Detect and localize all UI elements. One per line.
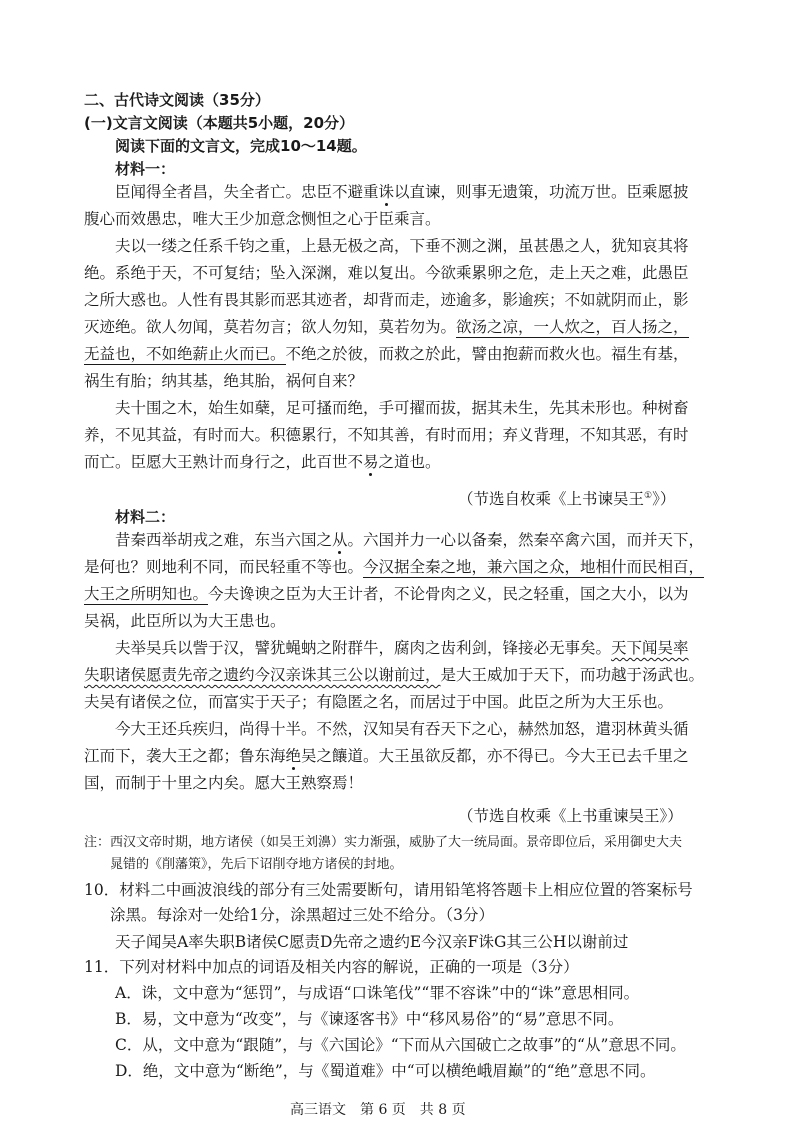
paragraph-line: 之所大惑也。人性有畏其影而恶其迹者，却背而走，迹逾多，影逾疾；不如就阴而止，影 [84,291,689,309]
paragraph-line: 祸生有胎；纳其基，绝其胎，祸何自来？ [84,372,364,390]
option-b: B．易，文中意为“改变”，与《谏逐客书》中“移风易俗”的“易”意思不同。 [115,1010,624,1028]
question-10: 10．材料二中画波浪线的部分有三处需要断句，请用铅笔将答题卡上相应位置的答案标号 [84,881,693,899]
option-d: D．绝，文中意为“断绝”，与《蜀道难》中“可以横绝峨眉巅”的“绝”意思不同。 [115,1062,656,1080]
dotted-word-zhu: 诛 [378,183,395,201]
subsection-title: (一)文言文阅读（本题共5小题，20分） [84,114,355,132]
paragraph-line: 夫举吴兵以訾于汉，譬犹蝇蚋之附群牛，腐肉之齿利剑，锋接必无事矣。天下闻吴率 [115,639,689,657]
material2-source: （节选自枚乘《上书重谏吴王》） [458,807,683,825]
page-footer: 高三语文 第 6 页 共 8 页 [290,1102,466,1118]
note-line: 晁错的《削藩策》，先后下诏削夺地方诸侯的封地。 [110,857,403,872]
underlined-text: 大王之所明知也。 [84,585,209,603]
question-10-line2: 涂黑。每涂对一处给1分，涂黑超过三处不给分。（3分） [110,906,494,924]
underlined-text: 无益也，不如绝薪止火而已。 [84,345,286,363]
paragraph-line: 大王之所明知也。今夫谗谀之臣为大王计者，不论骨肉之义，民之轻重，国之大小，以为 [84,585,689,603]
paragraph-line: 今大王还兵疾归，尚得十半。不然，汉知吴有吞天下之心，赫然加怒，遣羽林黄头循 [115,720,689,738]
paragraph-line: 夫十围之木，始生如蘖，足可搔而绝，手可擢而拔，据其未生，先其未形也。种树畜 [115,399,689,417]
paragraph-line: 吴祸，此臣所以为大王患也。 [84,612,286,630]
paragraph-line: 失职诸侯愿责先帝之遗约今汉亲诛其三公以谢前过，是大王威加于天下，而功越于汤武也。 [84,666,705,684]
paragraph-line: 江而下，袭大王之都；鲁东海绝吴之饟道。大王虽欲反都，亦不得已。今大王已去千里之 [84,747,689,765]
paragraph-line: 灭迹绝。欲人勿闻，莫若勿言；欲人勿知，莫若勿为。欲汤之凉，一人炊之，百人扬之， [84,318,689,336]
note-line: 注：西汉文帝时期，地方诸侯（如吴王刘濞）实力渐强，威胁了大一统局面。景帝即位后，采用御史大夫 [84,835,683,850]
paragraph-line: 臣闻得全者昌，失全者亡。忠臣不避重诛以直谏，则事无遗策，功流万世。臣乘愿披 [115,183,689,201]
paragraph-line: 昔秦西举胡戎之难，东当六国之从。六国并力一心以备秦，然秦卒禽六国，而并天下， [115,531,705,549]
underlined-text: 今汉据全秦之地，兼六国之众，地相什而民相百， [363,558,705,576]
material1-label: 材料一： [115,160,176,178]
question-10-options: 天子闻吴A率失职B诸侯C愿责D先帝之遗约E今汉亲F诛G其三公H以谢前过 [115,933,629,951]
paragraph-line: 无益也，不如绝薪止火而已。不绝之於彼，而救之於此，譬由抱薪而救火也。福生有基， [84,345,689,363]
paragraph-line: 养，不见其益，有时而大。积德累行，不知其善，有时而用；弃义背理，不知其恶，有时 [84,426,689,444]
paragraph-line: 夫吴有诸侯之位，而富实于天子；有隐匿之名，而居过于中国。此臣之所为大王乐也。 [84,693,674,711]
underlined-text: 欲汤之凉，一人炊之，百人扬之， [456,318,689,336]
dotted-word-jue: 绝 [285,747,302,765]
paragraph-line: 而亡。臣愿大王熟计而身行之，此百世不易之道也。 [84,453,441,471]
instruction: 阅读下面的文言文，完成10～14题。 [115,137,367,155]
material2-label: 材料二： [115,508,176,526]
option-c: C．从，文中意为“跟随”，与《六国论》“下而从六国破亡之故事”的“从”意思不同。 [115,1036,686,1054]
section-title: 二、古代诗文阅读（35分） [84,91,270,109]
dotted-word-yi: 易 [363,453,379,471]
dotted-word-cong: 从 [332,531,348,549]
paragraph-line: 绝。系绝于天，不可复结；坠入深渊，难以复出。今欲乘累卵之危，走上天之难，此愚臣 [84,264,689,282]
paragraph-line: 国，而制于十里之内矣。愿大王熟察焉！ [84,774,364,792]
paragraph-line: 腹心而效愚忠，唯大王少加意念恻怛之心于臣乘言。 [84,210,441,228]
wavy-underlined-text: 失职诸侯愿责先帝之遗约今汉亲诛其三公以谢前过， [84,666,441,684]
paragraph-line: 夫以一缕之任系千钧之重，上悬无极之高，下垂不测之渊，虽甚愚之人，犹知哀其将 [115,237,689,255]
material1-source: （节选自枚乘《上书谏吴王①》） [458,490,676,509]
question-11: 11．下列对材料中加点的词语及相关内容的解说，正确的一项是（3分） [84,958,579,976]
paragraph-line: 是何也？则地利不同，而民轻重不等也。今汉据全秦之地，兼六国之众，地相什而民相百， [84,558,705,576]
option-a: A．诛，文中意为“惩罚”，与成语“口诛笔伐”“罪不容诛”中的“诛”意思相同。 [115,984,640,1002]
wavy-underlined-text: 天下闻吴率 [611,639,689,657]
